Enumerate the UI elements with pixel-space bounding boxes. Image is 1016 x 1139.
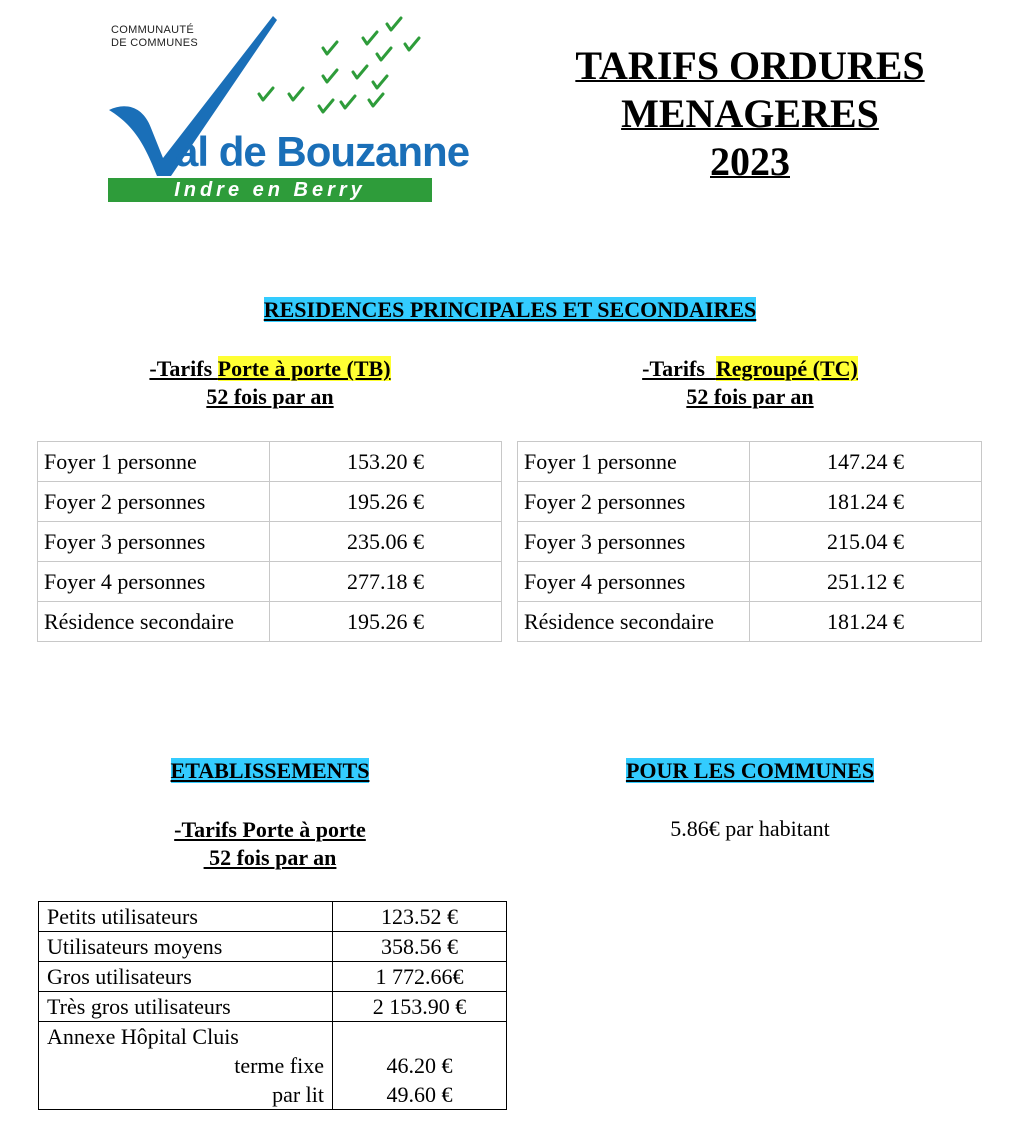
- row-label: Foyer 4 personnes: [518, 562, 750, 602]
- title-line-2: MENAGERES: [621, 91, 879, 136]
- table-row: [518, 562, 982, 602]
- annexe-labels: [39, 1022, 333, 1110]
- tc-frequency: 52 fois par an: [686, 384, 814, 409]
- row-value: 153.20 €: [270, 442, 502, 482]
- annexe-row: [39, 1022, 507, 1110]
- row-value: 147.24 €: [750, 442, 982, 482]
- table-row: [39, 962, 507, 992]
- row-label: Petits utilisateurs: [39, 902, 333, 932]
- etab-subheading: [40, 816, 500, 872]
- table-row: [38, 602, 502, 642]
- etab-table: [38, 901, 507, 1110]
- table-row: [518, 442, 982, 482]
- title-line-1: TARIFS ORDURES: [575, 43, 925, 88]
- etab-heading-wrap: [40, 758, 500, 784]
- row-label: Foyer 2 personnes: [38, 482, 270, 522]
- logo-line1: COMMUNAUTÉ: [111, 24, 195, 36]
- communes-value: 5.86€ par habitant: [670, 816, 830, 841]
- table-row: [39, 932, 507, 962]
- table-row: [518, 482, 982, 522]
- logo-line2: DE COMMUNES: [111, 37, 199, 49]
- row-value: 1 772.66€: [333, 962, 507, 992]
- table-row: [38, 442, 502, 482]
- tc-highlight: Regroupé (TC): [715, 356, 858, 381]
- row-label: Très gros utilisateurs: [39, 992, 333, 1022]
- tc-prefix: -Tarifs: [642, 356, 716, 381]
- row-label: Foyer 1 personne: [38, 442, 270, 482]
- communes-heading-wrap: [520, 758, 980, 784]
- row-value: 358.56 €: [333, 932, 507, 962]
- logo: [105, 10, 470, 210]
- tb-table: [37, 441, 502, 642]
- tb-subheading: [40, 355, 500, 411]
- row-value: 181.24 €: [750, 602, 982, 642]
- logo-subtitle: [111, 24, 198, 50]
- logo-name: al de Bouzanne: [175, 128, 470, 175]
- residences-heading: RESIDENCES PRINCIPALES ET SECONDAIRES: [263, 297, 757, 322]
- tb-prefix: -Tarifs: [149, 356, 218, 381]
- annexe-label: Annexe Hôpital Cluis: [47, 1024, 239, 1049]
- etab-heading: ETABLISSEMENTS: [170, 758, 370, 783]
- title-line-3: 2023: [710, 139, 790, 184]
- tc-table: [517, 441, 982, 642]
- row-value: 215.04 €: [750, 522, 982, 562]
- annexe-values: [333, 1022, 507, 1110]
- table-row: [518, 602, 982, 642]
- table-row: [38, 482, 502, 522]
- etab-subtitle: -Tarifs Porte à porte: [174, 817, 366, 842]
- annexe-lit-value: 49.60 €: [386, 1082, 453, 1107]
- table-row: [38, 562, 502, 602]
- annexe-fixe-value: 46.20 €: [386, 1053, 453, 1078]
- row-label: Foyer 4 personnes: [38, 562, 270, 602]
- row-value: 195.26 €: [270, 602, 502, 642]
- row-value: 123.52 €: [333, 902, 507, 932]
- row-value: 195.26 €: [270, 482, 502, 522]
- communes-heading: POUR LES COMMUNES: [625, 758, 875, 783]
- row-value: 235.06 €: [270, 522, 502, 562]
- annexe-lit-label: par lit: [272, 1082, 324, 1107]
- row-label: Résidence secondaire: [38, 602, 270, 642]
- table-row: [39, 992, 507, 1022]
- row-value: 251.12 €: [750, 562, 982, 602]
- row-label: Gros utilisateurs: [39, 962, 333, 992]
- row-label: Foyer 2 personnes: [518, 482, 750, 522]
- logo-band: Indre en Berry: [108, 178, 432, 202]
- row-value: 277.18 €: [270, 562, 502, 602]
- page-title: [540, 42, 960, 186]
- table-row: [39, 902, 507, 932]
- row-label: Foyer 3 personnes: [518, 522, 750, 562]
- annexe-fixe-label: terme fixe: [234, 1053, 324, 1078]
- etab-frequency: 52 fois par an: [203, 845, 337, 870]
- row-label: Foyer 1 personne: [518, 442, 750, 482]
- row-label: Résidence secondaire: [518, 602, 750, 642]
- row-value: 181.24 €: [750, 482, 982, 522]
- row-value: 2 153.90 €: [333, 992, 507, 1022]
- row-label: Utilisateurs moyens: [39, 932, 333, 962]
- tb-frequency: 52 fois par an: [206, 384, 334, 409]
- tc-subheading: [520, 355, 980, 411]
- table-row: [38, 522, 502, 562]
- tb-highlight: Porte à porte (TB): [217, 356, 391, 381]
- residences-heading-wrap: [0, 297, 1016, 323]
- row-label: Foyer 3 personnes: [38, 522, 270, 562]
- table-row: [518, 522, 982, 562]
